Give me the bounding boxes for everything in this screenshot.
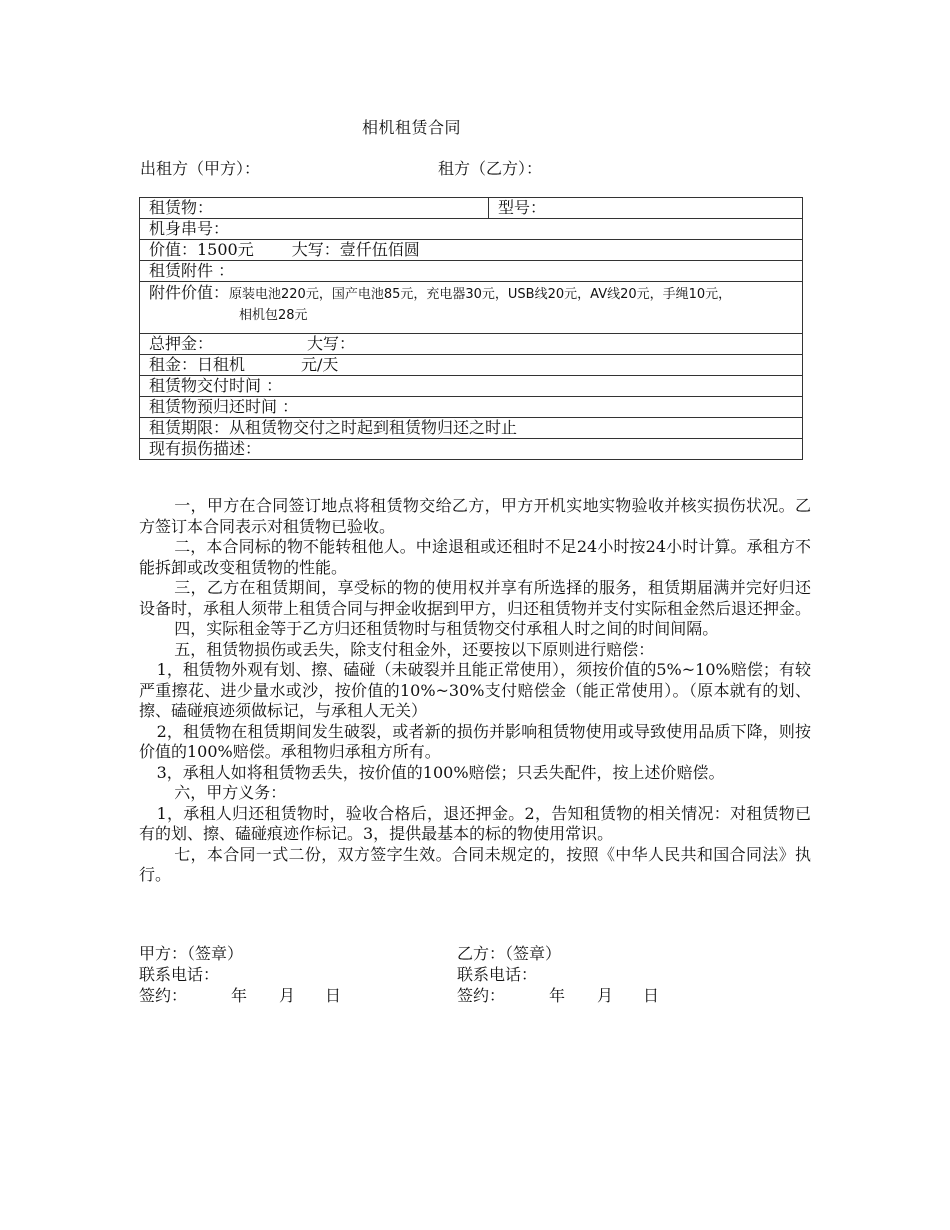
table-row bbox=[140, 439, 803, 460]
rent-label: 租金：日租机 bbox=[149, 355, 246, 374]
year-label: 年 bbox=[549, 986, 566, 1005]
table-row bbox=[140, 261, 803, 282]
value-amount: 价值：1500元 bbox=[149, 240, 254, 259]
clause-2: 二，本合同标的物不能转租他人。中途退租或还租时不足24小时按24小时计算。承租方不能拆卸或改变租赁物的性能。 bbox=[139, 537, 811, 577]
signature-block-party-a bbox=[139, 943, 341, 1006]
deposit-cell bbox=[140, 334, 803, 355]
table-row bbox=[140, 219, 803, 240]
document-title: 相机租赁合同 bbox=[362, 118, 462, 137]
clause-5: 五，租赁物损伤或丢失，除支付租金外，还要按以下原则进行赔偿： bbox=[174, 639, 655, 659]
accessory-value-label: 附件价值： bbox=[149, 283, 230, 302]
sign-label: 签约： bbox=[457, 986, 506, 1005]
deposit-label: 总押金： bbox=[149, 334, 214, 353]
table-row bbox=[140, 240, 803, 261]
lessee-label: 租方（乙方）： bbox=[438, 159, 543, 178]
deposit-capitalized: 大写： bbox=[307, 334, 356, 353]
day-label: 日 bbox=[325, 986, 342, 1005]
month-label: 月 bbox=[597, 986, 614, 1005]
rental-term-cell: 租赁期限：从租赁物交付之时起到租赁物归还之时止 bbox=[140, 418, 803, 439]
day-label: 日 bbox=[643, 986, 660, 1005]
return-time-cell: 租赁物预归还时间 ： bbox=[140, 397, 803, 418]
table-row bbox=[140, 376, 803, 397]
value-capitalized: 大写：壹仟伍佰圆 bbox=[291, 240, 420, 259]
party-a-signature: 甲方：（签章） bbox=[139, 944, 244, 963]
clause-1: 一，甲方在合同签订地点将租赁物交给乙方，甲方开机实地实物验收并核实损伤状况。乙方签订本合同表示对租赁物已验收。 bbox=[139, 496, 811, 536]
value-cell bbox=[140, 240, 803, 261]
table-row bbox=[140, 397, 803, 418]
table-row bbox=[140, 334, 803, 355]
month-label: 月 bbox=[279, 986, 296, 1005]
year-label: 年 bbox=[231, 986, 248, 1005]
serial-number-cell: 机身串号： bbox=[140, 219, 803, 240]
clause-7: 七，本合同一式二份，双方签字生效。合同未规定的，按照《中华人民共和国合同法》执行。 bbox=[139, 844, 811, 884]
model-cell: 型号： bbox=[489, 198, 803, 219]
accessories-cell: 租赁附件 ： bbox=[140, 261, 803, 282]
party-b-date bbox=[457, 985, 659, 1006]
clause-4: 四，实际租金等于乙方归还租赁物时与租赁物交付承租人时之间的时间间隔。 bbox=[174, 619, 719, 638]
signature-block-party-b bbox=[457, 943, 659, 1006]
clause-3: 三，乙方在租赁期间，享受标的物的使用权并享有所选择的服务，租赁期届满并完好归还设备时，承租人须带上租赁合同与押金收据到甲方，归还租赁物并支付实际租金然后退还押金。 bbox=[139, 578, 812, 618]
clause-5-item-3: 3，承租人如将租赁物丢失，按价值的100%赔偿；只丢失配件，按上述价赔偿。 bbox=[156, 762, 725, 782]
clause-5-item-1: 1，租赁物外观有划、擦、磕碰（未破裂并且能正常使用），须按价值的5%~10%赔偿；有较严重擦花、进少量水或沙，按价值的10%~30%支付赔偿金（能正常使用）。（原本就有的划、擦、磕碰痕迹须做标记，与承租人无关） bbox=[139, 660, 811, 720]
rental-info-table bbox=[139, 197, 803, 460]
lessor-label: 出租方（甲方）： bbox=[140, 159, 261, 178]
contract-clauses bbox=[139, 496, 811, 886]
table-row bbox=[140, 355, 803, 376]
party-a-phone: 联系电话： bbox=[139, 965, 220, 984]
clause-6-items: 1，承租人归还租赁物时，验收合格后，退还押金。2，告知租赁物的相关情况：对租赁物已有的划、擦、磕碰痕迹作标记。3，提供最基本的标的物使用常识。 bbox=[139, 803, 811, 843]
party-a-date bbox=[139, 985, 341, 1006]
party-b-phone: 联系电话： bbox=[457, 965, 538, 984]
sign-label: 签约： bbox=[139, 986, 188, 1005]
rent-cell bbox=[140, 355, 803, 376]
party-b-signature: 乙方：（签章） bbox=[457, 944, 562, 963]
accessory-value-line2: 相机包28元 bbox=[239, 308, 308, 323]
table-row bbox=[140, 282, 803, 334]
delivery-time-cell: 租赁物交付时间 ： bbox=[140, 376, 803, 397]
table-row bbox=[140, 198, 803, 219]
rental-item-cell: 租赁物： bbox=[140, 198, 489, 219]
rent-unit: 元/天 bbox=[301, 355, 339, 374]
clause-5-item-2: 2，租赁物在租赁期间发生破裂，或者新的损伤并影响租赁物使用或导致使用品质下降，则按价值的100%赔偿。承租物归承租方所有。 bbox=[139, 721, 811, 761]
damage-description-cell: 现有损伤描述： bbox=[140, 439, 803, 460]
accessory-value-cell bbox=[140, 282, 803, 334]
table-row bbox=[140, 418, 803, 439]
clause-6: 六，甲方义务： bbox=[174, 783, 287, 802]
accessory-value-line1: 原装电池220元，国产电池85元，充电器30元，USB线20元，AV线20元，手绳10元， bbox=[229, 287, 732, 302]
